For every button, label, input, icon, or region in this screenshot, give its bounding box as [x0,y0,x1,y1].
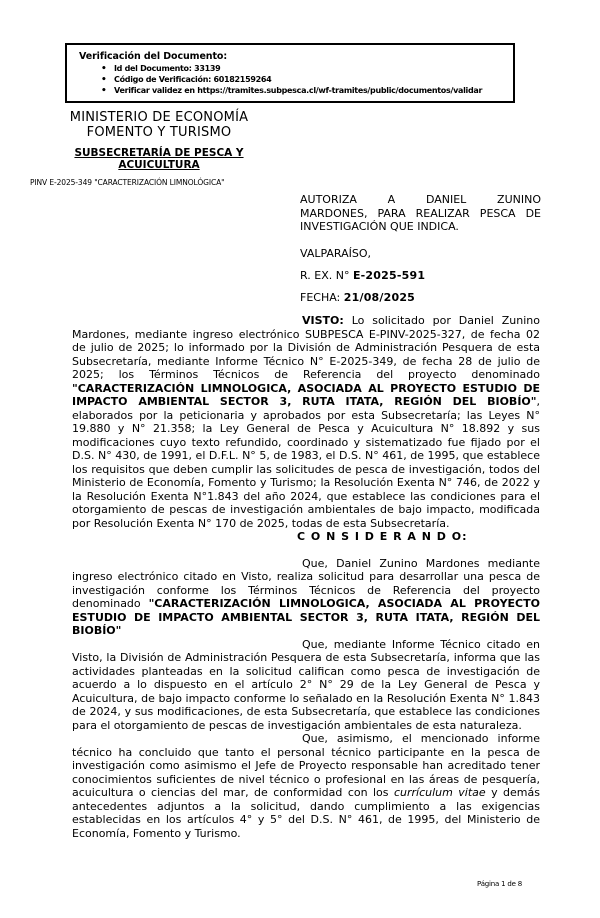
considerando-heading: C O N S I D E R A N D O: [297,530,468,543]
paragraph-text: y demás antecedentes adjuntos a la solicitud, dando cumplimiento a las exigencias establecidas en los artículos 4° y 5° del D.S. N° 461, de 1995, del Ministerio de Economía, Fomento y Turismo. [72,786,540,840]
resolution-date-value: 21/08/2025 [343,291,416,304]
considerando-paragraph-2: Que, mediante Informe Técnico citado en Visto, la División de Administración Pesquera de esta Subsecretaría, informa que las actividades planteadas en la solicitud califican como pesca de investigación de acuerdo a lo dispuesto en el artículo 2° N° 29 de la Ley General de Pesca y Acuicultura, de bajo impacto conforme lo señalado en la Resolución Exenta N° 1.843 de 2024, y sus modificaciones, de esta Subsecretaría, que establece las condiciones para el otorgamiento de pescas de investigación ambientales de esta naturaleza. [72,637,540,732]
considerando-paragraph-1 [72,557,540,638]
verification-item-code [101,75,513,85]
resolution-number [300,269,425,282]
project-title-bold: "CARACTERIZACIÓN LIMNOLOGICA, ASOCIADA AL PROYECTO ESTUDIO DE IMPACTO AMBIENTAL SECTOR 3, RUTA ITATA, REGIÓN DEL BIOBÍO" [72,597,540,637]
visto-label: VISTO: [302,314,344,327]
visto-text: , elaborados por la peticionaria y aprobados por esta Subsecretaría; las Leyes N° 19.880 y N° 21.358; la Ley General de Pesca y Acuicultura N° 18.892 y sus modificaciones cuyo texto refundido, coordinado y sistematizado fue fijado por el D.S. N° 430, de 1991, el D.F.L. N° 5, de 1983, el D.S. N° 461, de 1995, que establece los requisitos que deben cumplir las solicitudes de pesca de investigación, todos del Ministerio de Economía, Fomento y Turismo; la Resolución Exenta N° 746, de 2022 y la Resolución Exenta N°1.843 del año 2024, que establece las condiciones para el otorgamiento de pescas de investigación ambientales de bajo impacto, modificada por Resolución Exenta N° 170 de 2025, todas de esta Subsecretaría. [72,395,540,530]
subject-line: AUTORIZA A DANIEL ZUNINO [300,193,541,206]
document-body [72,314,540,840]
visto-paragraph [72,314,540,530]
verification-box [65,43,515,103]
ministry-name [30,110,288,140]
ministry-line: FOMENTO Y TURISMO [86,125,232,140]
bullet-icon: • [101,64,107,74]
page-number: Página 1 de 8 [477,880,523,888]
bullet-icon: • [101,86,107,96]
paragraph-text: Que, asimismo, el mencionado informe técnico ha concluido que tanto el personal técnico participante en la pesca de investigación como asimismo el Jefe de Proyecto responsable han acreditado tener conocimientos suficientes de nivel técnico o profesional en las áreas de pesquería, acuicultura o ciencias del mar, de conformidad con los [72,732,540,799]
subsecretaria-line: ACUICULTURA [118,159,200,171]
subsecretaria-name [30,147,288,171]
bullet-icon: • [101,75,107,85]
resolution-number-label: R. EX. N° [300,269,353,282]
latin-term-italic: currículum vitae [393,786,486,799]
paragraph-text: Que, Daniel Zunino Mardones mediante ingreso electrónico citado en Visto, realiza solicitud para desarrollar una pesca de investigación conforme los Términos Técnicos de Referencia del proyecto denominado [72,556,540,610]
subject-line: INVESTIGACIÓN QUE INDICA. [300,220,459,233]
visto-text: Lo solicitado por Daniel Zunino Mardones, mediante ingreso electrónico SUBPESCA E-PINV-2025-327, de fecha 02 de julio de 2025; lo informado por la División de Administración Pesquera de esta Subsecretaría, mediante Informe Técnico N° E-2025-349, de fecha 28 de julio de 2025; los Términos Técnicos de Referencia del proyecto denominado [72,314,540,381]
verification-item-text: Verificar validez en https://tramites.subpesca.cl/wf-tramites/public/documentos/validar [114,86,483,95]
verification-item-document-id [101,64,513,74]
city-line: VALPARAÍSO, [300,247,372,260]
ministry-line: MINISTERIO DE ECONOMÍA [69,110,249,125]
resolution-date-label: FECHA: [300,291,344,304]
resolution-subject [300,193,541,234]
verification-item-text: Id del Documento: 33139 [114,64,221,73]
verification-item-url [101,86,513,96]
verification-list [67,64,513,96]
verification-item-text: Código de Verificación: 60182159264 [114,75,272,84]
letterhead [30,110,288,187]
verification-title: Verificación del Documento: [79,51,228,62]
subsecretaria-line: SUBSECRETARÍA DE PESCA Y [74,147,244,159]
subject-line: MARDONES, PARA REALIZAR PESCA DE [300,206,541,220]
resolution-number-value: E-2025-591 [352,269,426,282]
considerando-paragraph-3 [72,732,540,840]
resolution-date [300,291,415,304]
project-reference: PINV E-2025-349 "CARACTERIZACIÓN LIMNOLÓGICA" [30,178,225,187]
project-title-bold: "CARACTERIZACIÓN LIMNOLOGICA, ASOCIADA AL PROYECTO ESTUDIO DE IMPACTO AMBIENTAL SECTOR 3, RUTA ITATA, REGIÓN DEL BIOBÍO" [72,381,540,408]
